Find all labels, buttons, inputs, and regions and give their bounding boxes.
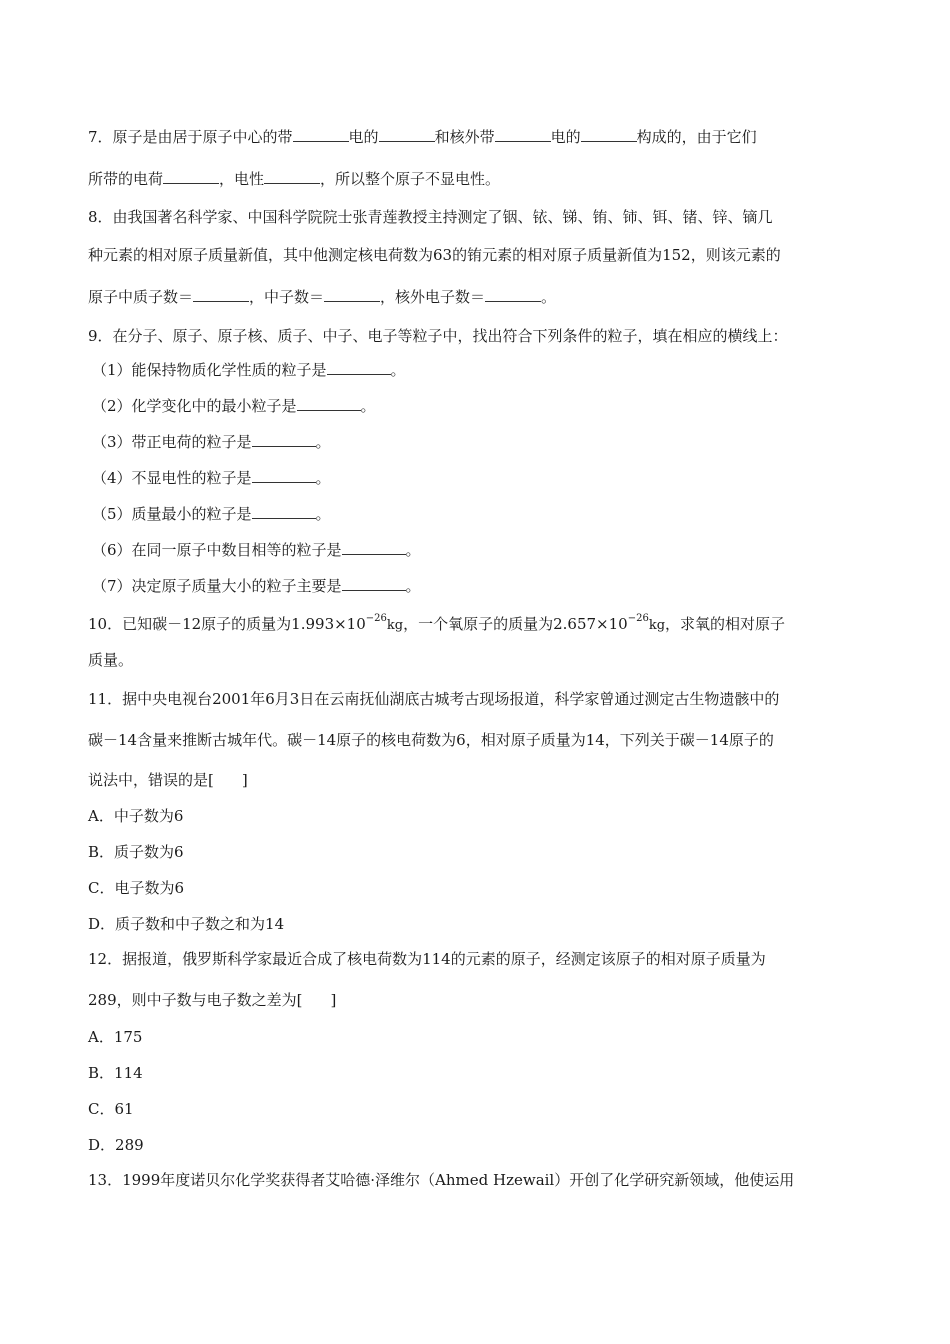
option-c: C．61 bbox=[88, 1100, 134, 1118]
question-9-item: （2）化学变化中的最小粒子是 。 bbox=[92, 397, 376, 415]
question-9-item: （7）决定原子质量大小的粒子主要是 。 bbox=[92, 577, 421, 595]
option-d: D．289 bbox=[88, 1136, 144, 1154]
option-b: B．质子数为6 bbox=[88, 843, 184, 861]
answer-blank[interactable] bbox=[193, 287, 249, 302]
answer-blank[interactable] bbox=[379, 127, 435, 142]
answer-blank[interactable] bbox=[252, 468, 316, 483]
answer-blank[interactable] bbox=[252, 504, 316, 519]
question-11-line-3: 说法中，错误的是[ ] bbox=[88, 771, 248, 789]
answer-blank[interactable] bbox=[327, 360, 391, 375]
answer-blank[interactable] bbox=[495, 127, 551, 142]
answer-blank[interactable] bbox=[485, 287, 541, 302]
exponent: −26 bbox=[365, 613, 387, 624]
question-13-line-1: 13．1999年度诺贝尔化学奖获得者艾哈德·泽维尔（Ahmed Hzewail）开创了化学研究新领域，他使运用 bbox=[88, 1171, 795, 1189]
question-12-line-2: 289，则中子数与电子数之差为[ ] bbox=[88, 991, 337, 1009]
question-10-line-1: 10．已知碳－12原子的质量为$1.993\times 10^{-26}kg$，一个氧原子的质量为$2.657\times 10^{-26}kg$，求氧的相对原子 bbox=[88, 613, 786, 633]
question-9-item: （3）带正电荷的粒子是 。 bbox=[92, 433, 331, 451]
answer-blank[interactable] bbox=[324, 287, 380, 302]
question-11-line-2: 碳－14含量来推断古城年代。碳－14原子的核电荷数为6，相对原子质量为14，下列关于碳－14原子的 bbox=[88, 731, 774, 749]
exponent: −26 bbox=[627, 613, 649, 624]
option-a: A．175 bbox=[88, 1028, 143, 1046]
option-d: D．质子数和中子数之和为14 bbox=[88, 915, 285, 933]
answer-blank[interactable] bbox=[293, 127, 349, 142]
option-c: C．电子数为6 bbox=[88, 879, 185, 897]
question-8-line-3: 原子中质子数＝ ，中子数＝ ，核外电子数＝ 。 bbox=[88, 288, 557, 306]
answer-blank[interactable] bbox=[581, 127, 637, 142]
answer-blank[interactable] bbox=[297, 396, 361, 411]
question-12-line-1: 12．据报道，俄罗斯科学家最近合成了核电荷数为114的元素的原子，经测定该原子的相对原子质量为 bbox=[88, 950, 766, 968]
answer-blank[interactable] bbox=[252, 432, 316, 447]
question-10-line-2: 质量。 bbox=[88, 651, 134, 669]
question-9-stem: 9．在分子、原子、原子核、质子、中子、电子等粒子中，找出符合下列条件的粒子，填在相应的横线上： bbox=[88, 327, 788, 345]
question-9-item: （6）在同一原子中数目相等的粒子是 。 bbox=[92, 541, 421, 559]
question-9-item: （1）能保持物质化学性质的粒子是 。 bbox=[92, 361, 406, 379]
answer-blank[interactable] bbox=[264, 169, 320, 184]
answer-blank[interactable] bbox=[163, 169, 219, 184]
question-11-line-1: 11．据中央电视台2001年6月3日在云南抚仙湖底古城考古现场报道，科学家曾通过测定古生物遗骸中的 bbox=[88, 690, 780, 708]
answer-blank[interactable] bbox=[342, 540, 406, 555]
option-b: B．114 bbox=[88, 1064, 143, 1082]
answer-blank[interactable] bbox=[342, 576, 406, 591]
question-8-line-1: 8．由我国著名科学家、中国科学院院士张青莲教授主持测定了铟、铱、锑、铕、铈、铒、锗、锌、镝几 bbox=[88, 208, 773, 226]
question-9-item: （5）质量最小的粒子是 。 bbox=[92, 505, 331, 523]
question-9-item: （4）不显电性的粒子是 。 bbox=[92, 469, 331, 487]
question-7-line-1: 7．原子是由居于原子中心的带 电的 和核外带 电的 构成的，由于它们 bbox=[88, 128, 757, 146]
question-7-line-2: 所带的电荷 ，电性 ，所以整个原子不显电性。 bbox=[88, 170, 501, 188]
option-a: A．中子数为6 bbox=[88, 807, 184, 825]
question-8-line-2: 种元素的相对原子质量新值，其中他测定核电荷数为63的铕元素的相对原子质量新值为152，则该元素的 bbox=[88, 246, 781, 264]
